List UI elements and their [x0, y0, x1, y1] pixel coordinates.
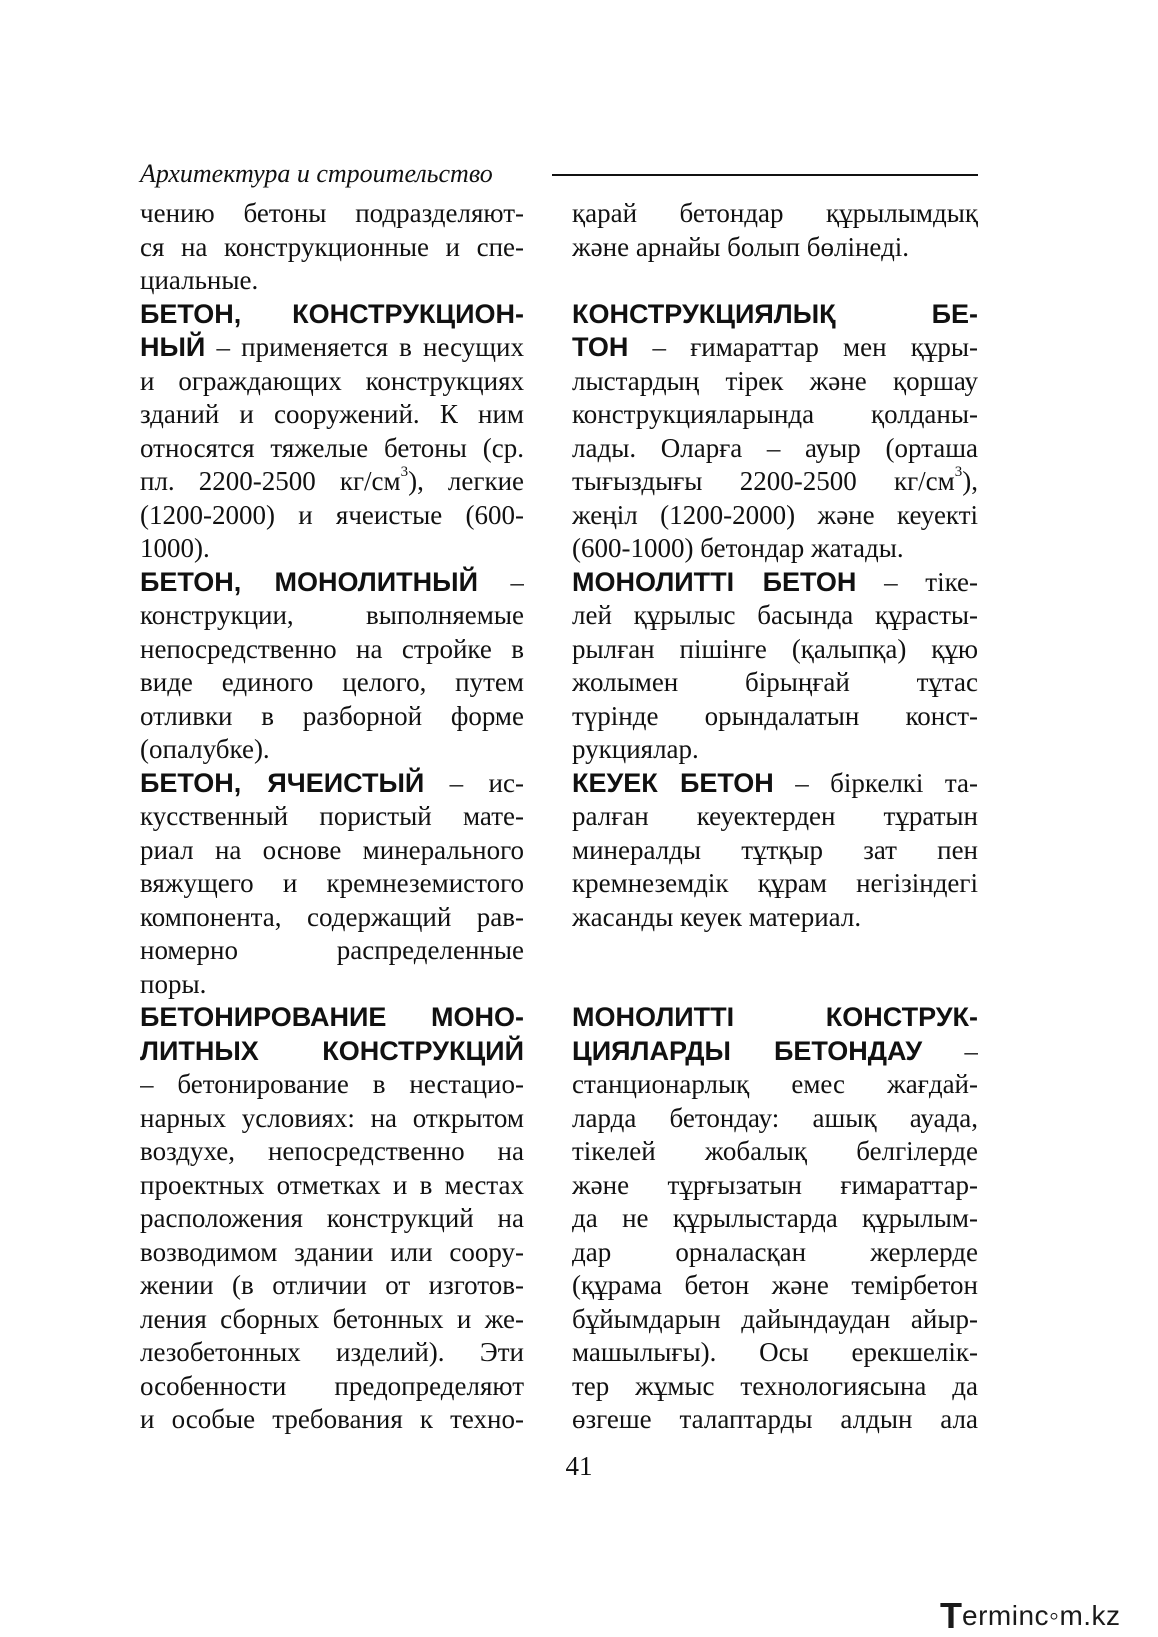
text-line: – бетонирование в нестацио- [140, 1069, 524, 1099]
entry-term: КОНСТРУКЦИЯЛЫҚ БЕ- [572, 298, 978, 329]
text-line: непосредственно на стройке в [140, 633, 524, 664]
text-line: жеңіл (1200-2000) және кеуекті [572, 499, 978, 530]
definition-text: – ғимараттар мен құры- [628, 332, 978, 362]
text-line: циальные. [140, 265, 259, 295]
text-line: лей құрылыс басында құрасты- [572, 600, 978, 630]
right-column [572, 197, 978, 1437]
text-line: лыстардың тірек және қоршау [572, 365, 978, 396]
definition-text: ), легкие [408, 466, 524, 496]
superscript: 3 [400, 465, 409, 480]
definition-text: – [922, 1035, 978, 1066]
text-line: конструкцияларында қолданы- [572, 399, 978, 429]
header-rule [552, 174, 978, 176]
text-line: дар орналасқан жерлерде [572, 1236, 978, 1267]
text-line [140, 331, 524, 365]
definition-text: тығыздығы 2200-2500 кг/см [572, 466, 955, 496]
text-line: ралған кеуектерден тұратын [572, 801, 978, 831]
text-line: особенности предопределяют [140, 1370, 524, 1401]
text-line: вяжущего и кремнеземистого [140, 868, 524, 898]
entry-term: НЫЙ [140, 332, 206, 362]
text-line: проектных отметках и в местах [140, 1169, 524, 1200]
text-line [572, 1035, 978, 1069]
definition-text: – [478, 566, 524, 597]
entry-term: ТОН [572, 332, 629, 362]
definition-text: – ис- [424, 767, 524, 798]
text-line: воздухе, непосредственно на [140, 1136, 524, 1166]
spacer-line [572, 968, 978, 1002]
watermark-text: erminc◦m.kz [962, 1600, 1121, 1631]
text-line: жасанды кеуек материал. [572, 901, 862, 932]
text-line: ления сборных бетонных и же- [140, 1303, 524, 1334]
definition-text: – тіке- [856, 566, 978, 597]
definition-text: пл. 2200-2500 кг/см [140, 466, 401, 496]
entry-term: БЕТОНИРОВАНИЕ МОНО- [140, 1002, 524, 1032]
text-line: виде единого целого, путем [140, 667, 524, 697]
page-number: 41 [565, 1451, 593, 1481]
text-line: возводимом здании или соору- [140, 1236, 524, 1267]
text-line: жолымен бірыңғай тұтас [572, 667, 978, 697]
running-header [140, 156, 978, 192]
spacer-line [572, 264, 978, 298]
text-line: (опалубке). [140, 734, 270, 764]
text-line [140, 767, 524, 801]
termincom-watermark [940, 1595, 1150, 1636]
entry-term: ЛИТНЫХ КОНСТРУКЦИЙ [140, 1035, 524, 1066]
text-line: риал на основе минерального [140, 834, 524, 865]
text-line: зданий и сооружений. К ним [140, 399, 524, 429]
text-line: бұйымдарын дайындаудан айыр- [572, 1303, 978, 1334]
text-line: тер жұмыс технологиясына да [572, 1370, 978, 1401]
entry-term: БЕТОН, МОНОЛИТНЫЙ [140, 566, 478, 597]
text-line: кремнеземдік құрам негізіндегі [572, 868, 978, 898]
text-line: нарных условиях: на открытом [140, 1102, 524, 1133]
text-line: қарай бетондар құрылымдық [572, 198, 978, 228]
entry-term: МОНОЛИТТІ БЕТОН [572, 566, 857, 597]
text-line [140, 566, 524, 600]
spacer-line [572, 934, 978, 968]
text-line: және тұрғызатын ғимараттар- [572, 1169, 978, 1200]
entry-term: МОНОЛИТТІ КОНСТРУК- [572, 1002, 978, 1032]
text-line: түрінде орындалатын конст- [572, 700, 978, 731]
entry-term: КЕУЕК БЕТОН [572, 767, 774, 798]
text-line: ларда бетондау: ашық ауада, [572, 1102, 978, 1133]
text-line: чению бетоны подразделяют- [140, 198, 524, 228]
text-line: лады. Оларға – ауыр (орташа [572, 432, 978, 463]
definition-text: – применяется в несущих [205, 332, 524, 362]
left-column [140, 197, 524, 1437]
text-line: отливки в разборной форме [140, 700, 524, 731]
text-line: поры. [140, 968, 207, 999]
text-line: 1000). [140, 533, 210, 563]
text-line: ся на конструкционные и спе- [140, 231, 524, 262]
text-line: (1200-2000) и ячеистые (600- [140, 499, 524, 530]
superscript: 3 [954, 465, 963, 480]
text-line: (құрама бетон және темірбетон [572, 1270, 978, 1300]
text-line: (600-1000) бетондар жатады. [572, 533, 904, 563]
text-line: относятся тяжелые бетоны (ср. [140, 432, 524, 463]
text-line: номерно распределенные [140, 935, 524, 965]
text-line: рукциялар. [572, 734, 699, 764]
text-line: лезобетонных изделий). Эти [140, 1337, 524, 1367]
watermark-logo-letter: T [940, 1595, 962, 1636]
header-title: Архитектура и строительство [140, 159, 493, 188]
text-line: рылған пішінге (қалыпқа) құю [572, 633, 978, 664]
text-line: станционарлық емес жағдай- [572, 1069, 978, 1099]
entry-term: БЕТОН, КОНСТРУКЦИОН- [140, 298, 524, 329]
text-line: жении (в отличии от изготов- [140, 1270, 524, 1300]
text-line: өзгеше талаптарды алдын ала [572, 1404, 978, 1434]
text-line: компонента, содержащий рав- [140, 901, 524, 932]
text-line: расположения конструкций на [140, 1203, 524, 1233]
text-line: конструкции, выполняемые [140, 600, 524, 630]
text-line: и ограждающих конструкциях [140, 365, 524, 396]
text-line: да не құрылыстарда құрылым- [572, 1203, 978, 1233]
text-line [140, 465, 524, 499]
entry-term: ЦИЯЛАРДЫ БЕТОНДАУ [572, 1035, 923, 1066]
text-line [572, 465, 978, 499]
text-line [572, 566, 978, 600]
text-line: кусственный пористый мате- [140, 801, 524, 831]
text-line [572, 767, 978, 801]
text-line: и особые требования к техно- [140, 1404, 524, 1434]
definition-text: ), [962, 466, 978, 496]
text-line: және арнайы болып бөлінеді. [572, 231, 910, 262]
definition-text: – біркелкі та- [773, 767, 978, 798]
entry-term: БЕТОН, ЯЧЕИСТЫЙ [140, 767, 425, 798]
text-line: минералды тұтқыр зат пен [572, 834, 978, 865]
text-line [572, 331, 978, 365]
text-line: машылығы). Осы ерекшелік- [572, 1337, 978, 1367]
text-line: тікелей жобалық белгілерде [572, 1136, 978, 1166]
